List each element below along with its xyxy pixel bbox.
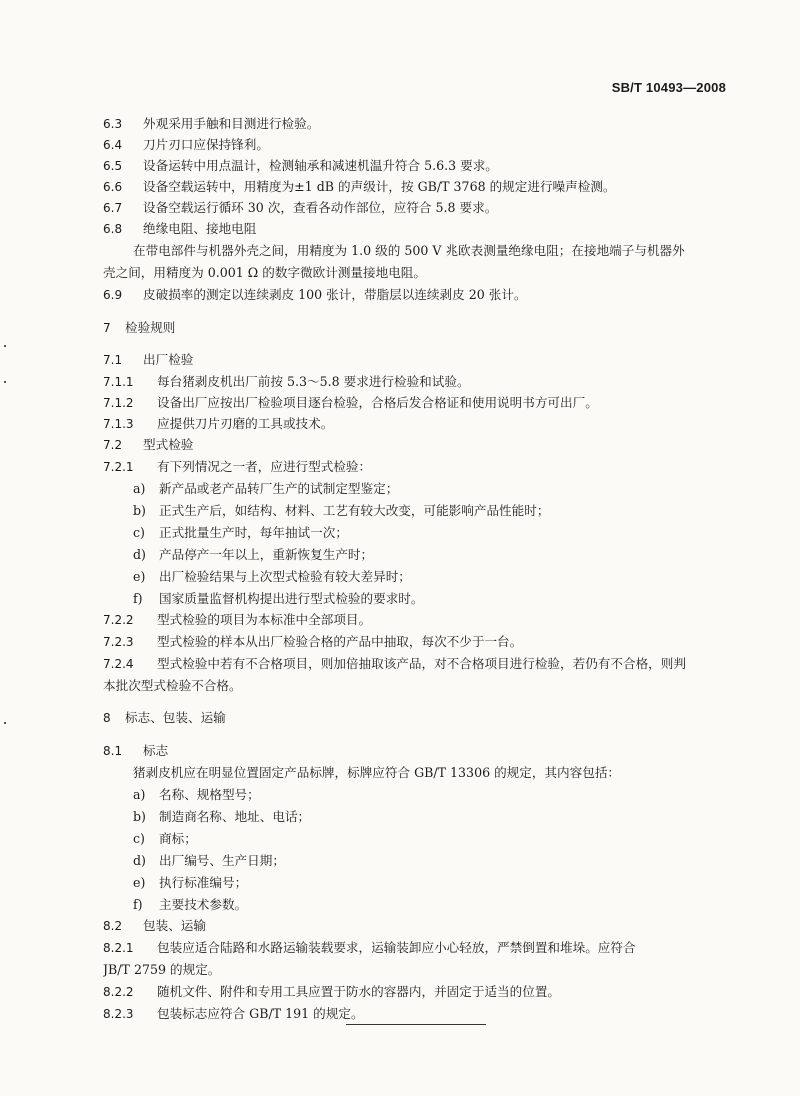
list-item (133, 502, 732, 520)
clause-6-8 (103, 220, 732, 238)
section-number: 7 (103, 321, 111, 335)
list-text: 商标； (159, 831, 197, 846)
list-item (133, 480, 732, 498)
clause-7-1-2 (103, 394, 732, 412)
list-text: 产品停产一年以上，重新恢复生产时； (159, 547, 374, 562)
clause-text: 型式检验中若有不合格项目，则加倍抽取该产品，对不合格项目进行检验，若仍有不合格，则判 (157, 656, 686, 671)
clause-number: 7.2 (103, 438, 123, 452)
clause-6-7 (103, 199, 732, 217)
clause-number: 6.7 (103, 201, 123, 215)
list-marker: c) (133, 525, 145, 540)
scan-speck (4, 722, 6, 724)
clause-number: 6.8 (103, 222, 123, 236)
section-7-title (103, 319, 732, 337)
end-rule (346, 1024, 486, 1025)
list-marker: d) (133, 547, 146, 562)
standard-code-header: SB/T 10493—2008 (611, 80, 726, 95)
clause-number: 7.2.2 (103, 613, 134, 627)
list-marker: f) (133, 897, 143, 912)
clause-number: 7.2.4 (103, 657, 134, 671)
list-item (133, 852, 732, 870)
clause-text: 设备运转中用点温计，检测轴承和减速机温升符合 5.6.3 要求。 (143, 158, 498, 173)
clause-7-2-4-cont (103, 677, 732, 695)
clause-number: 7.2.3 (103, 635, 134, 649)
list-item (133, 568, 732, 586)
clause-number: 6.9 (103, 288, 123, 302)
clause-8-2 (103, 917, 732, 935)
clause-text: 设备空载运转中，用精度为±1 dB 的声级计，按 GB/T 3768 的规定进行噪声检测。 (143, 179, 616, 194)
clause-text: 绝缘电阻、接地电阻 (143, 221, 257, 236)
clause-7-1-1 (103, 373, 732, 391)
clause-7-2-2 (103, 611, 732, 629)
list-item (133, 808, 732, 826)
clause-text: 每台猪剥皮机出厂前按 5.3～5.8 要求进行检验和试验。 (157, 374, 470, 389)
list-text: 名称、规格型号； (159, 787, 260, 802)
list-text: 正式批量生产时，每年抽试一次； (159, 525, 348, 540)
clause-text: 型式检验的样本从出厂检验合格的产品中抽取，每次不少于一台。 (157, 634, 523, 649)
clause-text: 型式检验的项目为本标准中全部项目。 (157, 612, 372, 627)
section-number: 8 (103, 711, 111, 725)
list-item (133, 590, 732, 608)
clause-text: 标志 (143, 743, 169, 758)
clause-text: 壳之间，用精度为 0.001 Ω 的数字微欧计测量接地电阻。 (103, 265, 426, 280)
clause-number: 6.6 (103, 180, 123, 194)
clause-7-2-1 (103, 458, 732, 476)
section-8-title (103, 709, 732, 727)
clause-number: 8.2.2 (103, 985, 134, 999)
list-item (133, 786, 732, 804)
list-item (133, 896, 732, 914)
section-title-text: 标志、包装、运输 (125, 710, 226, 725)
scan-speck (4, 381, 6, 383)
clause-8-2-3 (103, 1005, 732, 1023)
clause-7-2-3 (103, 633, 732, 651)
clause-number: 6.4 (103, 138, 123, 152)
list-marker: a) (133, 787, 146, 802)
clause-8-1-body (133, 764, 732, 782)
clause-6-8-body-2 (103, 264, 732, 282)
list-text: 国家质量监督机构提出进行型式检验的要求时。 (159, 591, 424, 606)
list-text: 新产品或老产品转厂生产的试制定型鉴定； (159, 481, 399, 496)
clause-text: 出厂检验 (143, 352, 194, 367)
clause-number: 6.5 (103, 159, 123, 173)
clause-text: JB/T 2759 的规定。 (103, 962, 221, 977)
list-marker: e) (133, 569, 146, 584)
clause-text: 设备空载运行循环 30 次，查看各动作部位，应符合 5.8 要求。 (143, 200, 498, 215)
list-text: 正式生产后，如结构、材料、工艺有较大改变，可能影响产品性能时； (159, 503, 550, 518)
clause-text: 随机文件、附件和专用工具应置于防水的容器内，并固定于适当的位置。 (157, 984, 560, 999)
clause-text: 外观采用手触和目测进行检验。 (143, 116, 320, 131)
list-text: 执行标准编号； (159, 875, 248, 890)
clause-text: 型式检验 (143, 437, 194, 452)
list-item (133, 874, 732, 892)
clause-text: 应提供刀片刃磨的工具或技术。 (157, 416, 334, 431)
clause-number: 7.1 (103, 353, 123, 367)
clause-8-2-1 (103, 939, 732, 957)
clause-6-6 (103, 178, 732, 196)
clause-7-1 (103, 351, 732, 369)
list-marker: c) (133, 831, 145, 846)
list-text: 制造商名称、地址、电话； (159, 809, 311, 824)
scan-speck (4, 345, 6, 347)
clause-number: 8.2 (103, 919, 123, 933)
clause-6-4 (103, 136, 732, 154)
list-marker: a) (133, 481, 146, 496)
clause-6-3 (103, 115, 732, 133)
list-marker: d) (133, 853, 146, 868)
clause-6-5 (103, 157, 732, 175)
clause-text: 包装、运输 (143, 918, 206, 933)
clause-text: 包装应适合陆路和水路运输装载要求，运输装卸应小心轻放，严禁倒置和堆垛。应符合 (157, 940, 636, 955)
list-text: 主要技术参数。 (159, 897, 248, 912)
clause-8-1 (103, 742, 732, 760)
clause-7-2-4 (103, 655, 732, 673)
section-title-text: 检验规则 (125, 320, 176, 335)
clause-8-2-2 (103, 983, 732, 1001)
list-marker: b) (133, 503, 146, 518)
clause-8-2-1-cont (103, 961, 732, 979)
list-item (133, 524, 732, 542)
list-marker: b) (133, 809, 146, 824)
list-marker: e) (133, 875, 146, 890)
clause-6-9 (103, 286, 732, 304)
clause-7-1-3 (103, 415, 732, 433)
clause-text: 在带电部件与机器外壳之间，用精度为 1.0 级的 500 V 兆欧表测量绝缘电阻；在接地端子与机器外 (133, 243, 685, 258)
clause-number: 6.3 (103, 117, 123, 131)
clause-number: 8.2.1 (103, 941, 134, 955)
clause-text: 有下列情况之一者，应进行型式检验： (157, 459, 372, 474)
clause-number: 8.1 (103, 744, 123, 758)
clause-number: 7.1.1 (103, 375, 134, 389)
clause-number: 7.1.2 (103, 396, 134, 410)
clause-number: 7.1.3 (103, 417, 134, 431)
clause-text: 猪剥皮机应在明显位置固定产品标牌，标牌应符合 GB/T 13306 的规定，其内容包括： (133, 765, 621, 780)
list-text: 出厂编号、生产日期； (159, 853, 285, 868)
list-item (133, 546, 732, 564)
clause-text: 皮破损率的测定以连续剥皮 100 张计，带脂层以连续剥皮 20 张计。 (143, 287, 527, 302)
clause-text: 刀片刃口应保持锋利。 (143, 137, 269, 152)
clause-7-2 (103, 436, 732, 454)
clause-text: 本批次型式检验不合格。 (103, 678, 242, 693)
clause-text: 设备出厂应按出厂检验项目逐台检验，合格后发合格证和使用说明书方可出厂。 (157, 395, 598, 410)
list-item (133, 830, 732, 848)
clause-6-8-body-1 (133, 242, 732, 260)
clause-number: 7.2.1 (103, 460, 134, 474)
clause-number: 8.2.3 (103, 1007, 134, 1021)
list-marker: f) (133, 591, 143, 606)
clause-text: 包装标志应符合 GB/T 191 的规定。 (157, 1006, 364, 1021)
list-text: 出厂检验结果与上次型式检验有较大差异时； (159, 569, 411, 584)
